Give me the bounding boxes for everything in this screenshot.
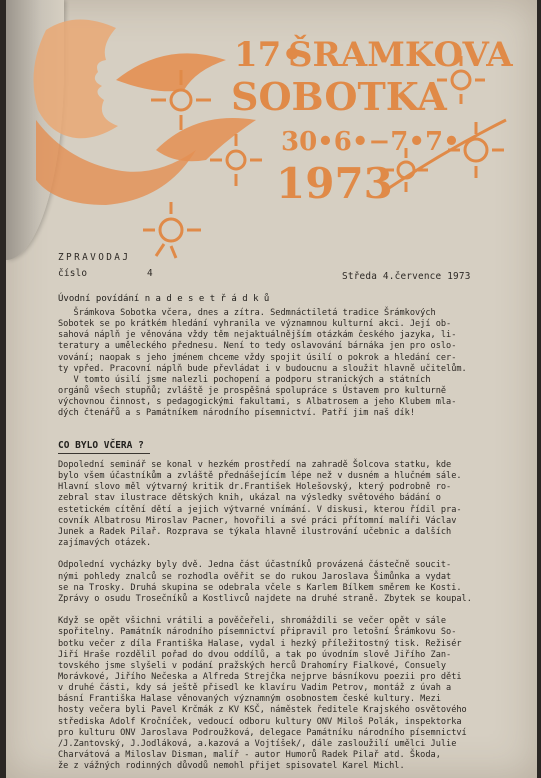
text-line: tovského jsme slyšeli v podání pražských herců Drahomíry Fialkové, Consuely (58, 660, 447, 671)
text-line: dých čtenářů a s Památníkem národního písemnictví. Patří jim naš dík! (58, 408, 415, 419)
text-line: sahová náplň je věnována vždy těm nejaktuálnějším otázkám českého jazyka, li- (58, 330, 457, 341)
text-line: Odpolední vycházky byly dvě. Jedna část účastníků provázená částečně soucit- (58, 560, 452, 571)
text-line: nými pohledy znalců se rozhodla ověřit se do rukou Jaroslava Šimůnka a vydat (58, 571, 452, 582)
text-line: estetickém cítění dětí a jejich výtvarné vnímání. V diskusi, kterou řídil pra- (58, 504, 462, 515)
text-line: V tomto úsilí jsme nalezli pochopení a podporu stranických a státních (58, 374, 431, 385)
text-line: v druhé části, kdy sá ještě přisedl ke klavíru Vadim Petrov, montáž z úvah a (58, 683, 452, 694)
flower-icon (143, 202, 201, 258)
text-line: botku večer z díla Františka Halase, vydal i hezký příležitostný tisk. Režisér (58, 638, 462, 649)
masthead-name-line2: SOBOTKA (231, 74, 447, 119)
text-line: spořitelny. Památník národního písemnictví připravil pro letošní Šrámkovu So- (58, 627, 457, 638)
text-line: Charvátová a Miloslav Disman, malíř - autor Humorů Radek Pilař atd. Škoda, (58, 750, 441, 761)
text-line: střediska Adolf Kročníček, vedoucí odboru kultury ONV Miloš Polák, inspektorka (58, 716, 462, 727)
masthead-year: 1973 (276, 159, 393, 208)
text-line: Morávkové, Jiřího Nečeska a Alfreda Strejčka nejprve básníkovu poezii pro děti (58, 671, 462, 682)
text-line: výchovnou činnost, s pedagogickými fakultami, s Albatrosem a jeho Klubem mla- (58, 397, 457, 408)
text-line: básní Františka Halase věnovaných významným osobnostem české kultury. Mezi (58, 694, 441, 705)
text-line: Šrámkova Sobotka včera, dnes a zítra. Sedmnáctiletá tradice Šrámkových (58, 308, 436, 318)
text-line: že z vážných rodinných důvodů nemohl přijet spisovatel Karel Michl. (58, 761, 405, 772)
text-line: teratury a uměleckého přednesu. Není to tedy oslavování bárnáka jen pro oslo- (58, 341, 457, 352)
text-line: orgánů všech stupňů; zvláště je prospěšná spolupráce s Ústavem pro kulturně (58, 386, 447, 397)
issue-label: číslo (58, 268, 88, 279)
issue-number: 4 (147, 268, 153, 279)
text-line: hosty večera byli Pavel Krčmák z KV KSČ, náměstek ředitele Krajského osvětového (58, 705, 467, 716)
text-line: Jiří Hraše rozdělil pořad do dvou oddílů, a tak po úvodním slově Jiřího Zan- (58, 649, 452, 660)
text-line: /J.Zantovský, J.Jodláková, a.kazová a Vojtíšek/, dále zasloužilí umělci Julie (58, 738, 457, 749)
newsletter-page (6, 0, 537, 778)
text-line: zebral stav ilustrace dětských knih, ukázal na výsledky světového bádání o (58, 493, 441, 504)
text-line: Sobotek se po krátkém hledání vyhranila ve významnou kulturní akci. Její ob- (58, 319, 452, 330)
text-line: pro kulturu ONV Jaroslava Podroužková, delegace Památníku národního písemnictví (58, 727, 467, 738)
section-body (58, 460, 523, 772)
text-line: Dopolední seminář se konal v hezkém prostředí na zahradě Šolcova statku, kde (58, 460, 452, 470)
masthead-name-line1: ŠRAMKOVA (288, 35, 513, 75)
text-line: bylo všem účastníkům a zvláště přednášejícím lépe než v dusném a hlučném sále. (58, 471, 462, 482)
text-line: zajímavých otázek. (58, 538, 152, 549)
text-line: vování; naopak s jeho jménem chceme vždy spojit úsilí o pokrok a hledání cer- (58, 352, 457, 363)
masthead-dates: 30•6•−7•7• (281, 127, 460, 157)
section-title-underline (58, 453, 150, 454)
text-line: se na Trosky. Druhá skupina se odebrala včele s Karlem Bílkem směrem ke Kosti. (58, 582, 462, 593)
text-line: Hlavní slovo měl výtvarný kritik dr.František Holešovský, který podrobně ro- (58, 482, 452, 493)
text-line (58, 549, 523, 560)
masthead-number: 17• (234, 35, 304, 75)
text-line: Zprávy o osudu Trosečníků a Kostlivců najdete na druhé straně. Zbytek se koupal. (58, 593, 472, 604)
text-line: Když se opět všichni vrátili a pověčeřeli, shromáždili se večer opět v sále (58, 616, 447, 627)
text-line (58, 605, 523, 616)
masthead-illustration (6, 0, 537, 260)
intro-body (58, 308, 523, 420)
bird-wing-icon (156, 118, 256, 161)
section-title: CO BYLO VČERA ? (58, 440, 144, 451)
text-line: ty vpřed. Pracovní náplň bude převládat i v budoucnu a sloužit hlavně učitelům. (58, 363, 467, 374)
text-line: Junek a Radek Pilař. Rozprava se týkala hlavně ilustrování učebnic a dalších (58, 526, 452, 537)
face-profile (34, 19, 119, 138)
intro-title: Úvodní povídání n a d e s e t ř á d k ů (58, 294, 270, 304)
text-line: covník Albatrosu Miroslav Pacner, hovořili a své práci přítomní malíři Václav (58, 515, 457, 526)
bird-icon (116, 53, 226, 91)
issue-date: Středa 4.července 1973 (342, 271, 471, 282)
publication-name: ZPRAVODAJ (58, 252, 131, 263)
